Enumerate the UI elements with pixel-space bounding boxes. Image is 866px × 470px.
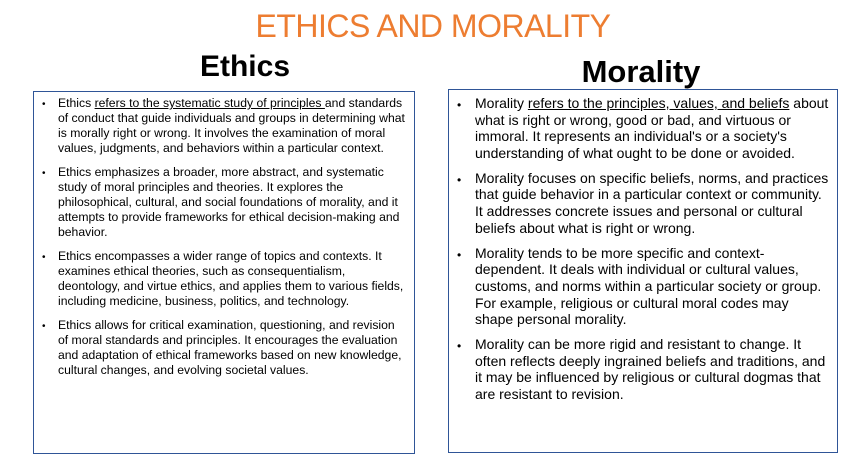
slide-title: ETHICS AND MORALITY [255, 8, 611, 44]
ethics-item-text: Ethics allows for critical examination, questioning, and revision of moral standards and principles. It encourages the evaluation and adaptation of ethical frameworks based on new knowledge, cultural changes, and evolving societal values. [58, 318, 402, 377]
morality-item-text-rest: about what is right or wrong, good or bad, and virtuous or immoral. It represents an individual's or a society's understanding of what ought to be done or avoided. [475, 95, 829, 161]
morality-item-definition [457, 95, 829, 161]
bullet-icon: • [457, 98, 462, 112]
ethics-underlined-phrase: refers to the systematic study of principles [94, 96, 325, 110]
ethics-item-scope [42, 165, 408, 240]
morality-underlined-phrase: refers to the principles, values, and beliefs [527, 95, 790, 111]
bullet-icon: • [457, 172, 462, 187]
morality-box [448, 89, 838, 453]
ethics-item-text: Ethics emphasizes a broader, more abstract, and systematic study of moral principles and theories. It explores the philosophical, cultural, and social foundations of morality, and it attempts to provide frameworks for ethical decision-making and behavior. [58, 165, 400, 239]
bullet-icon: • [42, 252, 46, 263]
morality-list [457, 95, 829, 403]
morality-item-text: Morality tends to be more specific and context-dependent. It deals with individual or cultural values, customs, and norms within a particular society or group. For example, religious or cultural moral codes may shape personal morality. [475, 244, 822, 328]
ethics-item-revision [42, 318, 408, 378]
morality-item-rigidity [457, 336, 829, 402]
morality-item-text: Morality [475, 95, 528, 111]
ethics-item-text-rest: and standards of conduct that guide individuals and groups in determining what is morally right or wrong. It involves the examination of moral values, judgments, and behaviors within a particular context. [58, 96, 405, 155]
ethics-item-text: Ethics [58, 96, 95, 110]
morality-item-focus [457, 170, 829, 236]
ethics-item-topics [42, 249, 408, 309]
bullet-icon: • [42, 168, 46, 179]
morality-item-context [457, 245, 829, 328]
ethics-box [33, 91, 415, 454]
ethics-item-definition [42, 96, 408, 156]
bullet-icon: • [42, 321, 46, 332]
ethics-list [42, 96, 408, 378]
ethics-heading: Ethics [199, 50, 291, 83]
ethics-item-text: Ethics encompasses a wider range of topics and contexts. It examines ethical theories, such as consequentialism, deontology, and virtue ethics, and applies them to various fields, including medicine, business, politics, and technology. [58, 249, 404, 308]
bullet-icon: • [42, 99, 46, 110]
bullet-icon: • [457, 339, 462, 354]
morality-item-text: Morality can be more rigid and resistant to change. It often reflects deeply ingrained beliefs and traditions, and it may be influenced by religious or cultural dogmas that are resistant to revision. [475, 336, 826, 402]
morality-heading: Morality [581, 54, 701, 89]
morality-item-text: Morality focuses on specific beliefs, norms, and practices that guide behavior in a particular context or community. It addresses concrete issues and personal or cultural beliefs about what is right or wrong. [475, 169, 829, 236]
bullet-icon: • [457, 247, 462, 262]
